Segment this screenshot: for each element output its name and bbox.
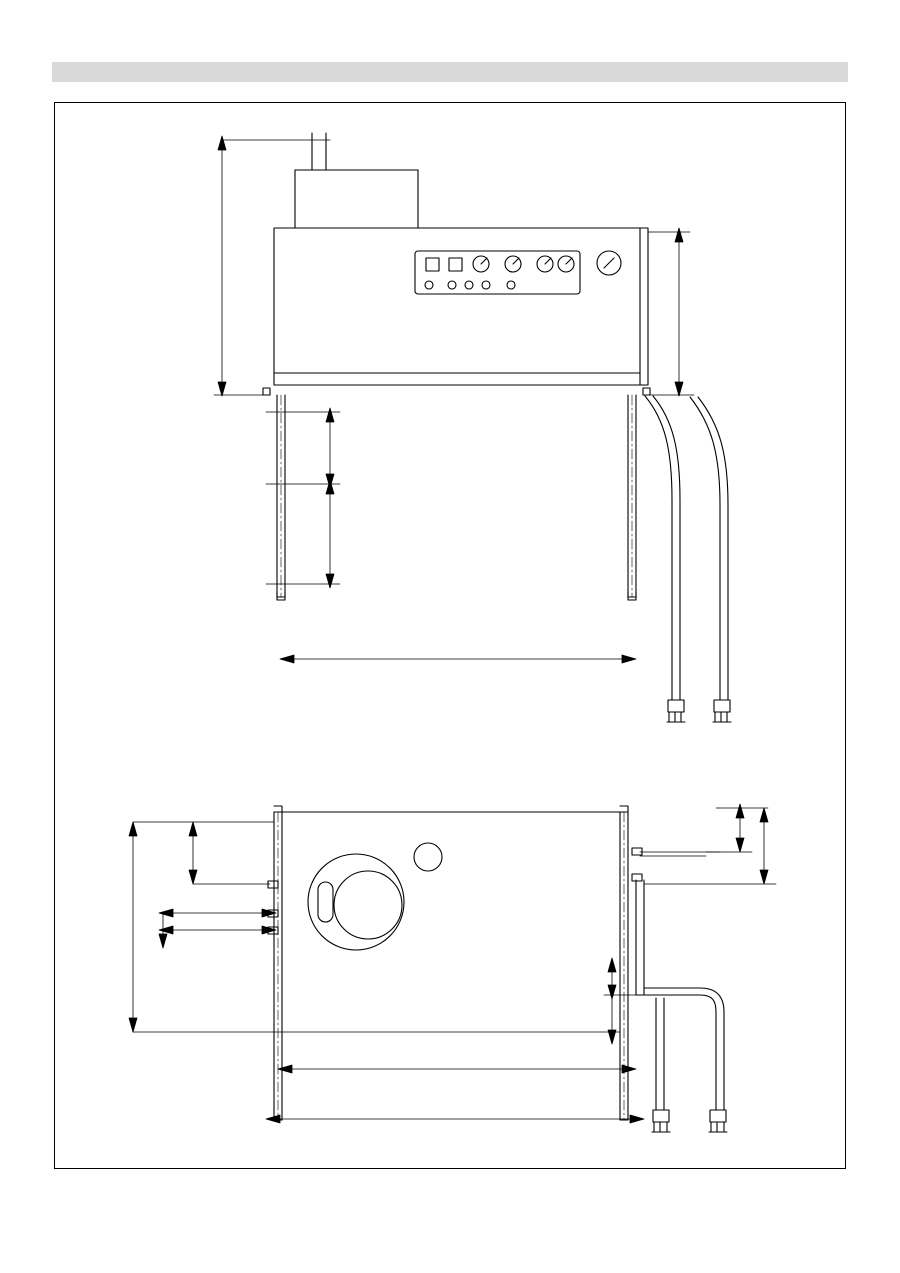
header-band	[52, 62, 848, 82]
drawing-frame	[54, 102, 846, 1169]
